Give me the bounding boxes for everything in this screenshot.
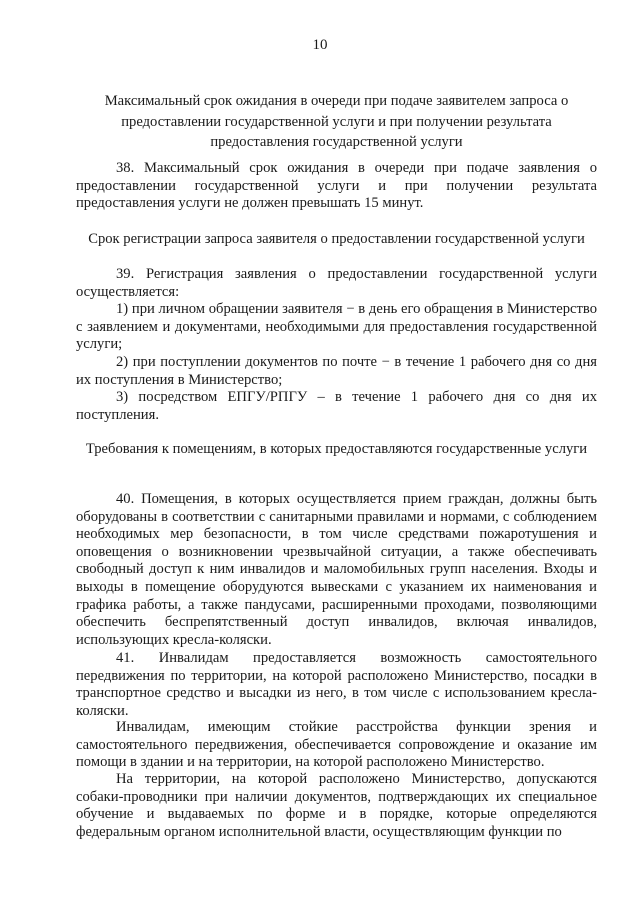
page-number: 10	[312, 37, 328, 53]
section-heading-premises-requirements: Требования к помещениям, в которых предоставляются государственные услуги	[85, 441, 588, 457]
section-heading-registration-term: Срок регистрации запроса заявителя о предоставлении государственной услуги	[88, 231, 585, 247]
paragraph-41: 41. Инвалидам предоставляется возможность самостоятельного передвижения по территории, на которой расположено Министерство, посадки в транспортное средство и высадки из него, в том числе с использованием кресла-коляски.	[76, 650, 597, 719]
paragraph-39-item-3: 3) посредством ЕПГУ/РПГУ – в течение 1 рабочего дня со дня их поступления.	[76, 389, 597, 423]
paragraph-40: 40. Помещения, в которых осуществляется прием граждан, должны быть оборудованы в соответствии с санитарными правилами и нормами, с соблюдением необходимых мер безопасности, в том числе средствами пожаротушения и оповещения о возникновении чрезвычайной ситуации, а также обеспечивать свободный доступ к ним инвалидов и маломобильных групп населения. Входы и выходы в помещение оборудуются вывесками с указанием их наименования и графика работы, а также пандусами, расширенными проходами, позволяющими обеспечить беспрепятственный доступ инвалидов, включая инвалидов, использующих кресла-коляски.	[76, 491, 597, 648]
paragraph-39-item-2: 2) при поступлении документов по почте − в течение 1 рабочего дня со дня их поступления в Министерство;	[76, 354, 597, 388]
paragraph-41-guide-dogs: На территории, на которой расположено Министерство, допускаются собаки-проводники при наличии документов, подтверждающих их специальное обучение и выдаваемых по форме и в порядке, которые определяются федеральным органом исполнительной власти, осуществляющим функции по	[76, 771, 597, 840]
paragraph-39: 39. Регистрация заявления о предоставлении государственной услуги осуществляется:	[76, 266, 597, 300]
paragraph-38: 38. Максимальный срок ожидания в очереди при подаче заявления о предоставлении государственной услуги и при получении результата предоставления услуги не должен превышать 15 минут.	[76, 160, 597, 212]
paragraph-39-item-1: 1) при личном обращении заявителя − в день его обращения в Министерство с заявлением и документами, необходимыми для предоставления государственной услуги;	[76, 301, 597, 353]
section-heading-queue-time: Максимальный срок ожидания в очереди при подаче заявителем запроса о предоставлении государственной услуги и при получении результата предоставления государственной услуги	[104, 93, 569, 150]
paragraph-41-visual-impairment: Инвалидам, имеющим стойкие расстройства функции зрения и самостоятельного передвижения, обеспечивается сопровождение и оказание им помощи в здании и на территории, на которой расположено Министерство.	[76, 719, 597, 771]
